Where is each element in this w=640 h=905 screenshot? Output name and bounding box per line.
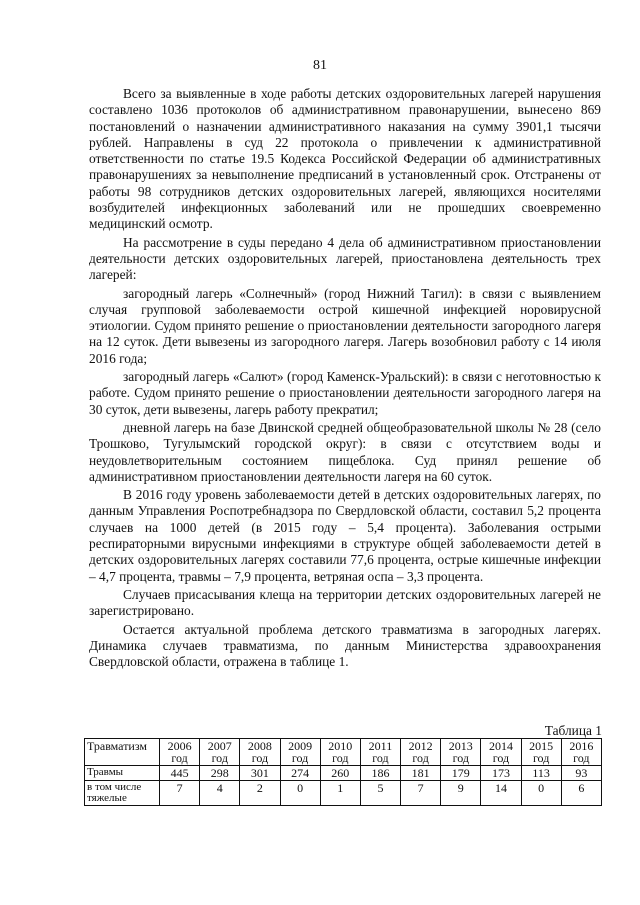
year-unit: год <box>211 751 228 765</box>
year-value: 2015 <box>529 739 554 753</box>
table-cell: 6 <box>561 781 601 806</box>
year-unit: год <box>291 751 309 765</box>
header-year <box>521 739 561 766</box>
table-row <box>85 766 602 781</box>
header-year <box>320 739 360 766</box>
paragraph-injury-problem: Остается актуальной проблема детского травматизма в загородных лагерях. Динамика случаев травматизма, по данным Министерства здравоохранения Свердловской области, отражена в таблице 1. <box>89 621 601 670</box>
year-unit: год <box>492 751 510 765</box>
header-year <box>360 739 400 766</box>
header-year <box>401 739 441 766</box>
table-cell: 301 <box>240 766 280 781</box>
paragraph-court-cases: На рассмотрение в суды передано 4 дела об административном приостановлении деятельности детских оздоровительных лагерей, приостановлена деятельность трех лагерей: <box>89 234 601 283</box>
header-year <box>240 739 280 766</box>
table-cell: 14 <box>481 781 521 806</box>
year-value: 2013 <box>448 739 473 753</box>
table-cell: 4 <box>200 781 240 806</box>
year-value: 2008 <box>247 739 272 753</box>
header-label: Травматизм <box>85 739 160 766</box>
year-value: 2012 <box>408 739 433 753</box>
row-label: в том числе тяжелые <box>85 781 160 806</box>
table-cell: 186 <box>360 766 400 781</box>
page-number: 81 <box>313 58 327 73</box>
table-cell: 173 <box>481 766 521 781</box>
table-cell: 7 <box>401 781 441 806</box>
table-cell: 179 <box>441 766 481 781</box>
year-value: 2014 <box>488 739 513 753</box>
body-text <box>89 86 601 672</box>
paragraph-violations: Всего за выявленные в ходе работы детских оздоровительных лагерей нарушения составлено 1036 протоколов об административном правонарушении, вынесено 869 постановлений о назначении административного наказания на сумму 3901,1 тысячи рублей. Направлены в суд 22 протокола о привлечении к административной ответственности по статье 19.5 Кодекса Российской Федерации об административных правонарушениях за невыполнение предписаний в установленный срок. Отстранены от работы 98 сотрудников детских оздоровительных лагерей, являющихся носителями возбудителей инфекционных заболеваний или не прошедших своевременно медицинский осмотр. <box>89 86 601 232</box>
paragraph-camp-solnechny: загородный лагерь «Солнечный» (город Нижний Тагил): в связи с выявлением случая групповой заболеваемости острой кишечной инфекцией норовирусной этиологии. Судом принято решение о приостановлении деятельности загородного лагеря на 12 суток. Дети вывезены из загородного лагеря. Лагерь возобновил работу с 14 июля 2016 года; <box>89 285 601 366</box>
injury-table <box>84 738 602 806</box>
year-value: 2006 <box>167 739 192 753</box>
year-unit: год <box>573 751 590 765</box>
table-cell: 260 <box>320 766 360 781</box>
paragraph-day-camp-dvinskaya: дневной лагерь на базе Двинской средней общеобразовательной школы № 28 (село Трошково, Тугулымский городской округ): в связи с отсутствием воды и неудовлетворительным состоянием пищеблока. Суд принял решение об административном приостановлении деятельности лагеря на 60 суток. <box>89 419 601 484</box>
year-unit: год <box>452 751 469 765</box>
table-cell: 274 <box>280 766 320 781</box>
table-row <box>85 781 602 806</box>
year-unit: год <box>332 751 349 765</box>
year-unit: год <box>412 751 429 765</box>
year-unit: год <box>372 751 389 765</box>
table-cell: 5 <box>360 781 400 806</box>
table-body <box>85 766 602 806</box>
table-cell: 445 <box>160 766 200 781</box>
year-value: 2011 <box>368 739 393 753</box>
header-year <box>441 739 481 766</box>
header-year <box>561 739 601 766</box>
header-year <box>160 739 200 766</box>
paragraph-camp-salyut: загородный лагерь «Салют» (город Каменск-Уральский): в связи с неготовностью к работе. Судом принято решение о приостановлении деятельности загородного лагеря на 30 суток, дети вывезены, лагерь работу прекратил; <box>89 369 601 417</box>
year-value: 2016 <box>569 739 594 753</box>
header-year <box>200 739 240 766</box>
year-value: 2009 <box>288 739 313 753</box>
table-cell: 181 <box>401 766 441 781</box>
paragraph-morbidity: В 2016 году уровень заболеваемости детей в детских оздоровительных лагерях, по данным Управления Роспотребнадзора по Свердловской области, составил 5,2 процента случаев на 1000 детей (в 2015 году – 5,4 процента). Заболевания острыми респираторными вирусными инфекциями в структуре общей заболеваемости детей в детских оздоровительных лагерях составили 77,6 процента, острые кишечные инфекции – 4,7 процента, травмы – 7,9 процента, ветряная оспа – 3,3 процента. <box>89 487 601 584</box>
year-value: 2010 <box>328 739 353 753</box>
year-unit: год <box>251 751 269 765</box>
header-year <box>280 739 320 766</box>
header-year <box>481 739 521 766</box>
table-cell: 1 <box>320 781 360 806</box>
year-unit: год <box>532 751 550 765</box>
table-caption: Таблица 1 <box>544 723 602 738</box>
table-header-row <box>85 739 602 766</box>
paragraph-tick-bites: Случаев присасывания клеща на территории детских оздоровительных лагерей не зарегистрировано. <box>89 586 601 619</box>
table-cell: 298 <box>200 766 240 781</box>
table-cell: 113 <box>521 766 561 781</box>
row-label: Травмы <box>85 766 160 781</box>
year-value: 2007 <box>207 739 232 753</box>
table-cell: 9 <box>441 781 481 806</box>
table-cell: 0 <box>280 781 320 806</box>
year-unit: год <box>171 751 188 765</box>
table-cell: 0 <box>521 781 561 806</box>
table-cell: 7 <box>160 781 200 806</box>
table-cell: 93 <box>561 766 601 781</box>
table-cell: 2 <box>240 781 280 806</box>
